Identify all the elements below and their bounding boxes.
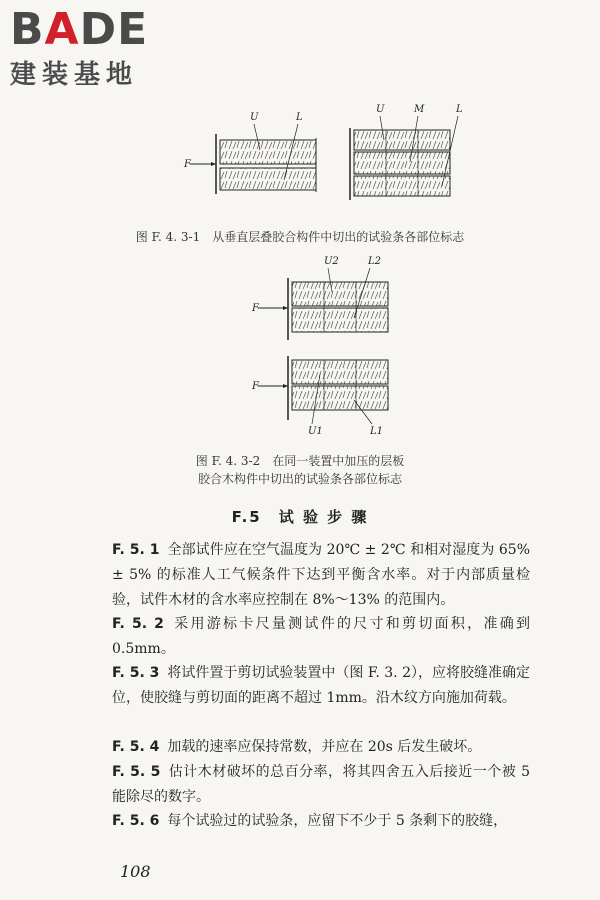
figure-2-diagram xyxy=(250,250,400,440)
label-m: M xyxy=(414,104,425,115)
clause-number: F. 5. 3 xyxy=(112,665,160,681)
label-l-right: L xyxy=(456,104,463,115)
clause-number: F. 5. 2 xyxy=(112,616,164,632)
clause-number: F. 5. 4 xyxy=(112,739,160,755)
force-label-bottom: F xyxy=(252,381,259,392)
figure-1-caption: 图 F. 4. 3-1 从垂直层叠胶合构件中切出的试验条各部位标志 xyxy=(135,230,465,244)
clause-text: 每个试验过的试验条，应留下不少于 5 条剩下的胶缝， xyxy=(167,813,508,829)
clause-f-5-6 xyxy=(112,809,530,834)
logo-wordmark: BADE xyxy=(10,4,149,55)
section-title: F.5 试 验 步 骤 xyxy=(231,508,369,526)
figure-1-diagram xyxy=(180,100,470,210)
clause-f-5-4 xyxy=(112,735,530,760)
clause-number: F. 5. 6 xyxy=(112,813,160,829)
clause-text: 估计木材破坏的总百分率，将其四舍五入后接近一个被 5 能除尽的数字。 xyxy=(112,764,531,805)
label-u2: U2 xyxy=(324,256,339,267)
label-l: L xyxy=(296,112,303,123)
clause-number: F. 5. 5 xyxy=(112,764,161,780)
clause-text: 将试件置于剪切试验装置中（图 F. 3. 2），应将胶缝准确定位，使胶缝与剪切面的距离不超过 1mm。沿木纹方向施加荷载。 xyxy=(112,665,530,706)
clause-f-5-5 xyxy=(112,760,530,810)
label-l2: L2 xyxy=(368,256,382,267)
label-u: U xyxy=(250,112,259,123)
figure-2-caption-line-1: 图 F. 4. 3-2 在同一装置中加压的层板 xyxy=(195,454,405,468)
figure-2-caption-line-2: 胶合木构件中切出的试验条各部位标志 xyxy=(197,472,402,486)
label-u-right: U xyxy=(376,104,385,115)
clause-text: 采用游标卡尺量测试件的尺寸和剪切面积，准确到 0.5mm。 xyxy=(112,616,531,657)
clause-f-5-2 xyxy=(112,612,530,662)
force-label: F xyxy=(184,159,191,170)
clause-number: F. 5. 1 xyxy=(112,542,160,558)
clause-f-5-1 xyxy=(112,538,530,613)
label-l1: L1 xyxy=(370,426,384,437)
clause-f-5-3 xyxy=(112,661,530,711)
force-label-top: F xyxy=(252,303,259,314)
clause-text: 全部试件应在空气温度为 20℃ ± 2℃ 和相对湿度为 65% ± 5% 的标准人工气候条件下达到平衡含水率。对于内部质量检验，试件木材的含水率应控制在 8%～13% 的范围内。 xyxy=(112,542,530,608)
brand-logo xyxy=(10,4,149,91)
logo-subtitle: 建装基地 xyxy=(10,60,139,90)
page-number: 108 xyxy=(120,862,151,881)
clause-text: 加载的速率应保持常数，并应在 20s 后发生破坏。 xyxy=(167,739,482,755)
label-u1: U1 xyxy=(308,426,323,437)
